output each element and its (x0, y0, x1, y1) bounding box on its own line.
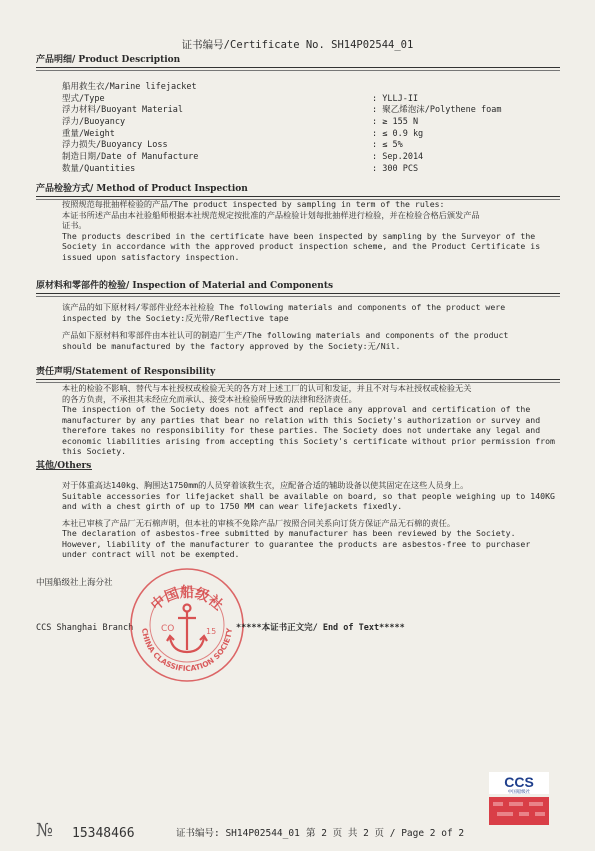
spec-label: 浮力/Buoyancy (62, 117, 126, 128)
inspection-method-text (62, 199, 562, 262)
product-description-heading: 产品明细/ Product Description (36, 52, 560, 68)
responsibility-text (62, 383, 562, 457)
spec-row (62, 94, 532, 106)
issuer-name-cn: 中国船级社上海分社 (36, 578, 113, 588)
text-line: this Society. (62, 446, 127, 456)
text-line: 本社的检验不影响、替代与本社授权或检验无关的各方对上述工厂的认可和发证，并且不对与本社授权或检验无关 (62, 383, 472, 393)
stamp-top-text: 中国船级社 (148, 584, 226, 614)
others-heading: 其他/Others (36, 461, 92, 471)
text-line: 本社已审核了产品厂无石棉声明，但本社的审核不免除产品厂按照合同关系向订货方保证产品无石棉的责任。 (62, 517, 456, 528)
spec-value: : ≥ 155 N (372, 117, 419, 128)
text-line: The products described in the certificate have been inspected by sampling by the Surveyor of the (62, 230, 536, 241)
spec-row (62, 117, 532, 129)
text-line: 产品如下原材料和零部件由本社认可的制造厂生产/The following materials and components of the product (62, 330, 509, 340)
spec-value: : ≤ 5% (372, 140, 403, 151)
spec-label: 型式/Type (62, 93, 105, 104)
spec-label: 船用救生衣/Marine lifejacket (62, 82, 197, 92)
others-text (62, 480, 562, 560)
end-of-text-marker: *****本证书正文完/ End of Text***** (236, 623, 405, 633)
logo-hologram-strip (489, 797, 549, 825)
inspection-method-heading: 产品检验方式/ Method of Product Inspection (36, 181, 560, 197)
text-line: 对于体重高达140kg、胸围达1750mm的人员穿着该救生衣，应配备合适的辅助设备以使其固定在这些人员身上。 (62, 480, 469, 490)
text-line: 的各方负责，不承担其未经应允而承认、接受本社检验所导致的法律和经济责任。 (62, 393, 357, 404)
certificate-number-header: 证书编号/Certificate No. SH14P02544_01 (181, 39, 414, 51)
stamp-bottom-text: CHINA CLASSIFICATION SOCIETY (139, 627, 235, 674)
text-line: inspected by the Society:反光带/Reflective tape (62, 312, 289, 323)
spec-label: 数量/Quantities (62, 163, 136, 174)
spec-row (62, 129, 532, 141)
ccs-logo (487, 770, 557, 830)
spec-value: : YLLJ-II (372, 93, 419, 104)
spec-value: : ≤ 0.9 kg (372, 128, 424, 139)
serial-number-symbol: № (36, 820, 54, 841)
text-line: 本证书所述产品由本社验船师根据本社规范规定按批准的产品检验计划每批抽样进行检验，并在检验合格后颁发产品 (62, 209, 480, 220)
spec-label: 制造日期/Date of Manufacture (62, 152, 199, 163)
text-line: 按照规范每批抽样检验的产品/The product inspected by sampling in term of the rules: (62, 199, 445, 209)
materials-heading: 原材料和零部件的检验/ Inspection of Material and Components (36, 278, 560, 294)
responsibility-heading: 责任声明/Statement of Responsibility (36, 364, 560, 380)
text-line: The inspection of the Society does not affect and replace any approval and certification of the (62, 404, 531, 414)
spec-row (62, 82, 532, 94)
text-line: economic liabilities arising from accepting this Society's certificate without prior permission from (62, 435, 555, 446)
footer-page-number: 第 2 页 共 2 页 / Page 2 of 2 (306, 828, 465, 839)
text-line (62, 323, 562, 330)
spec-value: : Sep.2014 (372, 152, 424, 163)
text-line: should be manufactured by the factory approved by the Society:无/Nil. (62, 340, 401, 351)
text-line: Society in accordance with the approved product inspection scheme, and the Product Certificate is (62, 241, 541, 251)
spec-row (62, 105, 532, 117)
spec-value: : 聚乙烯泡沫/Polythene foam (372, 105, 502, 116)
stamp-co-text: CO (161, 624, 175, 634)
text-line: issued upon satisfactory inspection. (62, 251, 240, 262)
text-line: 该产品的如下原材料/零部件业经本社检验 The following materials and components of the product were (62, 302, 506, 312)
materials-text (62, 302, 562, 351)
spec-label: 重量/Weight (62, 128, 115, 139)
spec-value: : 300 PCS (372, 163, 419, 174)
text-line: The declaration of asbestos-free submitted by manufacturer has been reviewed by the Society. (62, 528, 516, 538)
text-line: 证书。 (62, 220, 87, 230)
text-line: manufacturer by any parties that bear no relation with this Society's authorization or survey and (62, 414, 541, 425)
spec-label: 浮力损失/Buoyancy Loss (62, 140, 168, 151)
stamp-number-text: 15 (206, 627, 217, 636)
footer-certificate-number: 证书编号: SH14P02544_01 (176, 828, 300, 839)
spec-row (62, 152, 532, 164)
text-line: under contract will not be exempted. (62, 549, 240, 559)
spec-label: 浮力材料/Buoyant Material (62, 105, 183, 116)
others-underline (36, 469, 92, 470)
spec-row (62, 164, 532, 176)
issuer-name-en: CCS Shanghai Branch (36, 623, 134, 633)
spec-row (62, 140, 532, 152)
text-line: Suitable accessories for lifejacket shall be available on board, so that people weighing up to 140KG (62, 490, 555, 501)
serial-number: 15348466 (72, 826, 135, 841)
ccs-seal-stamp (128, 566, 246, 684)
logo-text: CCS (504, 774, 534, 790)
text-line: and with a chest girth of up to 1750 MM can wear lifejackets fixedly. (62, 501, 403, 511)
text-line: therefore takes no responsibility for these parties. The Society does not undertake any legal and (62, 425, 541, 435)
text-line: However, liability of the manufacturer to guarantee the products are asbestos-free to purchaser (62, 538, 531, 549)
logo-subtitle: 中国船级社 (507, 790, 531, 795)
product-spec-table (62, 82, 532, 176)
